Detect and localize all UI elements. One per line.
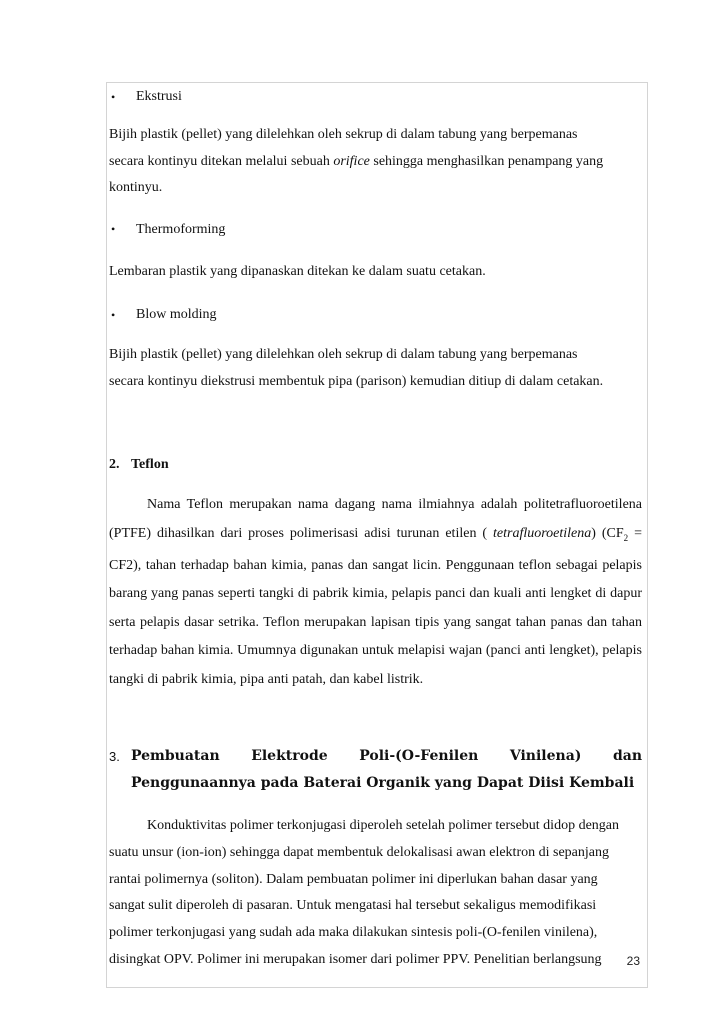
text-line: Bijih plastik (pellet) yang dilelehkan oleh sekrup di dalam tabung yang berpemanas [109,127,578,142]
section-title: Teflon [131,457,169,472]
italic-term: tetrafluoroetilena [493,525,592,541]
bullet-title: Thermoforming [136,221,226,237]
section-heading-elektrode [109,743,642,797]
text-run: ) (CF [591,525,624,541]
italic-term: orifice [333,153,370,169]
text-line: sehingga menghasilkan penampang yang [369,153,604,169]
paragraph-thermoforming: Lembaran plastik yang dipanaskan ditekan ke dalam suatu cetakan. [109,263,486,279]
bullet-dot-icon: • [111,222,116,236]
paragraph-elektrode [109,813,642,973]
section-number: 2. [109,457,120,472]
text-line: Konduktivitas polimer terkonjugasi diperoleh setelah polimer tersebut didop dengan [147,818,620,834]
text-line: secara kontinyu ditekan melalui sebuah [109,153,334,169]
paragraph-ekstrusi [109,122,642,202]
bullet-ekstrusi [109,86,642,108]
section-number: 3. [109,749,120,765]
paragraph-teflon [109,491,642,694]
section-heading-teflon [109,453,642,477]
text-line: polimer terkonjugasi yang sudah ada maka dilakukan sintesis poli-(O-fenilen vinilena), [109,925,598,941]
text-run: = CF2), tahan terhadap bahan kimia, panas dan sangat licin. Penggunaan teflon sebagai pelapis barang yang panas seperti tangki di pabrik kimia, pelapis panci dan kuali anti lengket di dapur serta pelapis dasar setrika. Teflon merupakan lapisan tipis yang sangat tahan panas dan tahan terhadap bahan kimia. Umumnya digunakan untuk melapisi wajan (panci anti lengket), pelapis tangki di pabrik kimia, pipa anti patah, dan kabel listrik. [109,525,642,687]
bullet-blow-molding [109,304,642,326]
bullet-thermoforming [109,219,642,241]
text-line: kontinyu. [109,180,163,195]
text-line: rantai polimernya (soliton). Dalam pembuatan polimer ini diperlukan bahan dasar yang [109,871,598,887]
document-body [109,86,642,974]
text-line: suatu unsur (ion-ion) sehingga dapat membentuk delokalisasi awan elektron di sepanjang [109,845,609,860]
bullet-title: Blow molding [136,307,217,322]
bullet-title: Ekstrusi [136,89,182,104]
paragraph-blow-molding [109,342,642,395]
page-number: 23 [626,954,640,968]
text-line: sangat sulit diperoleh di pasaran. Untuk mengatasi hal tersebut sekaligus memodifikasi [109,898,597,914]
bullet-dot-icon: • [111,307,116,322]
text-line: disingkat OPV. Polimer ini merupakan isomer dari polimer PPV. Penelitian berlangsung [109,951,602,967]
text-line: secara kontinyu diekstrusi membentuk pipa (parison) kemudian ditiup di dalam cetakan. [109,373,604,389]
bullet-dot-icon: • [111,89,116,104]
text-line: Bijih plastik (pellet) yang dilelehkan oleh sekrup di dalam tabung yang berpemanas [109,347,578,362]
subscript: 2 [623,532,629,543]
text-run: Nama Teflon merupakan nama dagang nama ilmiahnya adalah politetrafluoroetilena (PTFE) dihasilkan dari proses polimerisasi adisi turunan etilen ( [109,497,642,541]
section-title: Pembuatan Elektrode Poli-(O-Fenilen Vinilena) dan Penggunaannya pada Baterai Organik yang Dapat Diisi Kembali [131,748,642,792]
